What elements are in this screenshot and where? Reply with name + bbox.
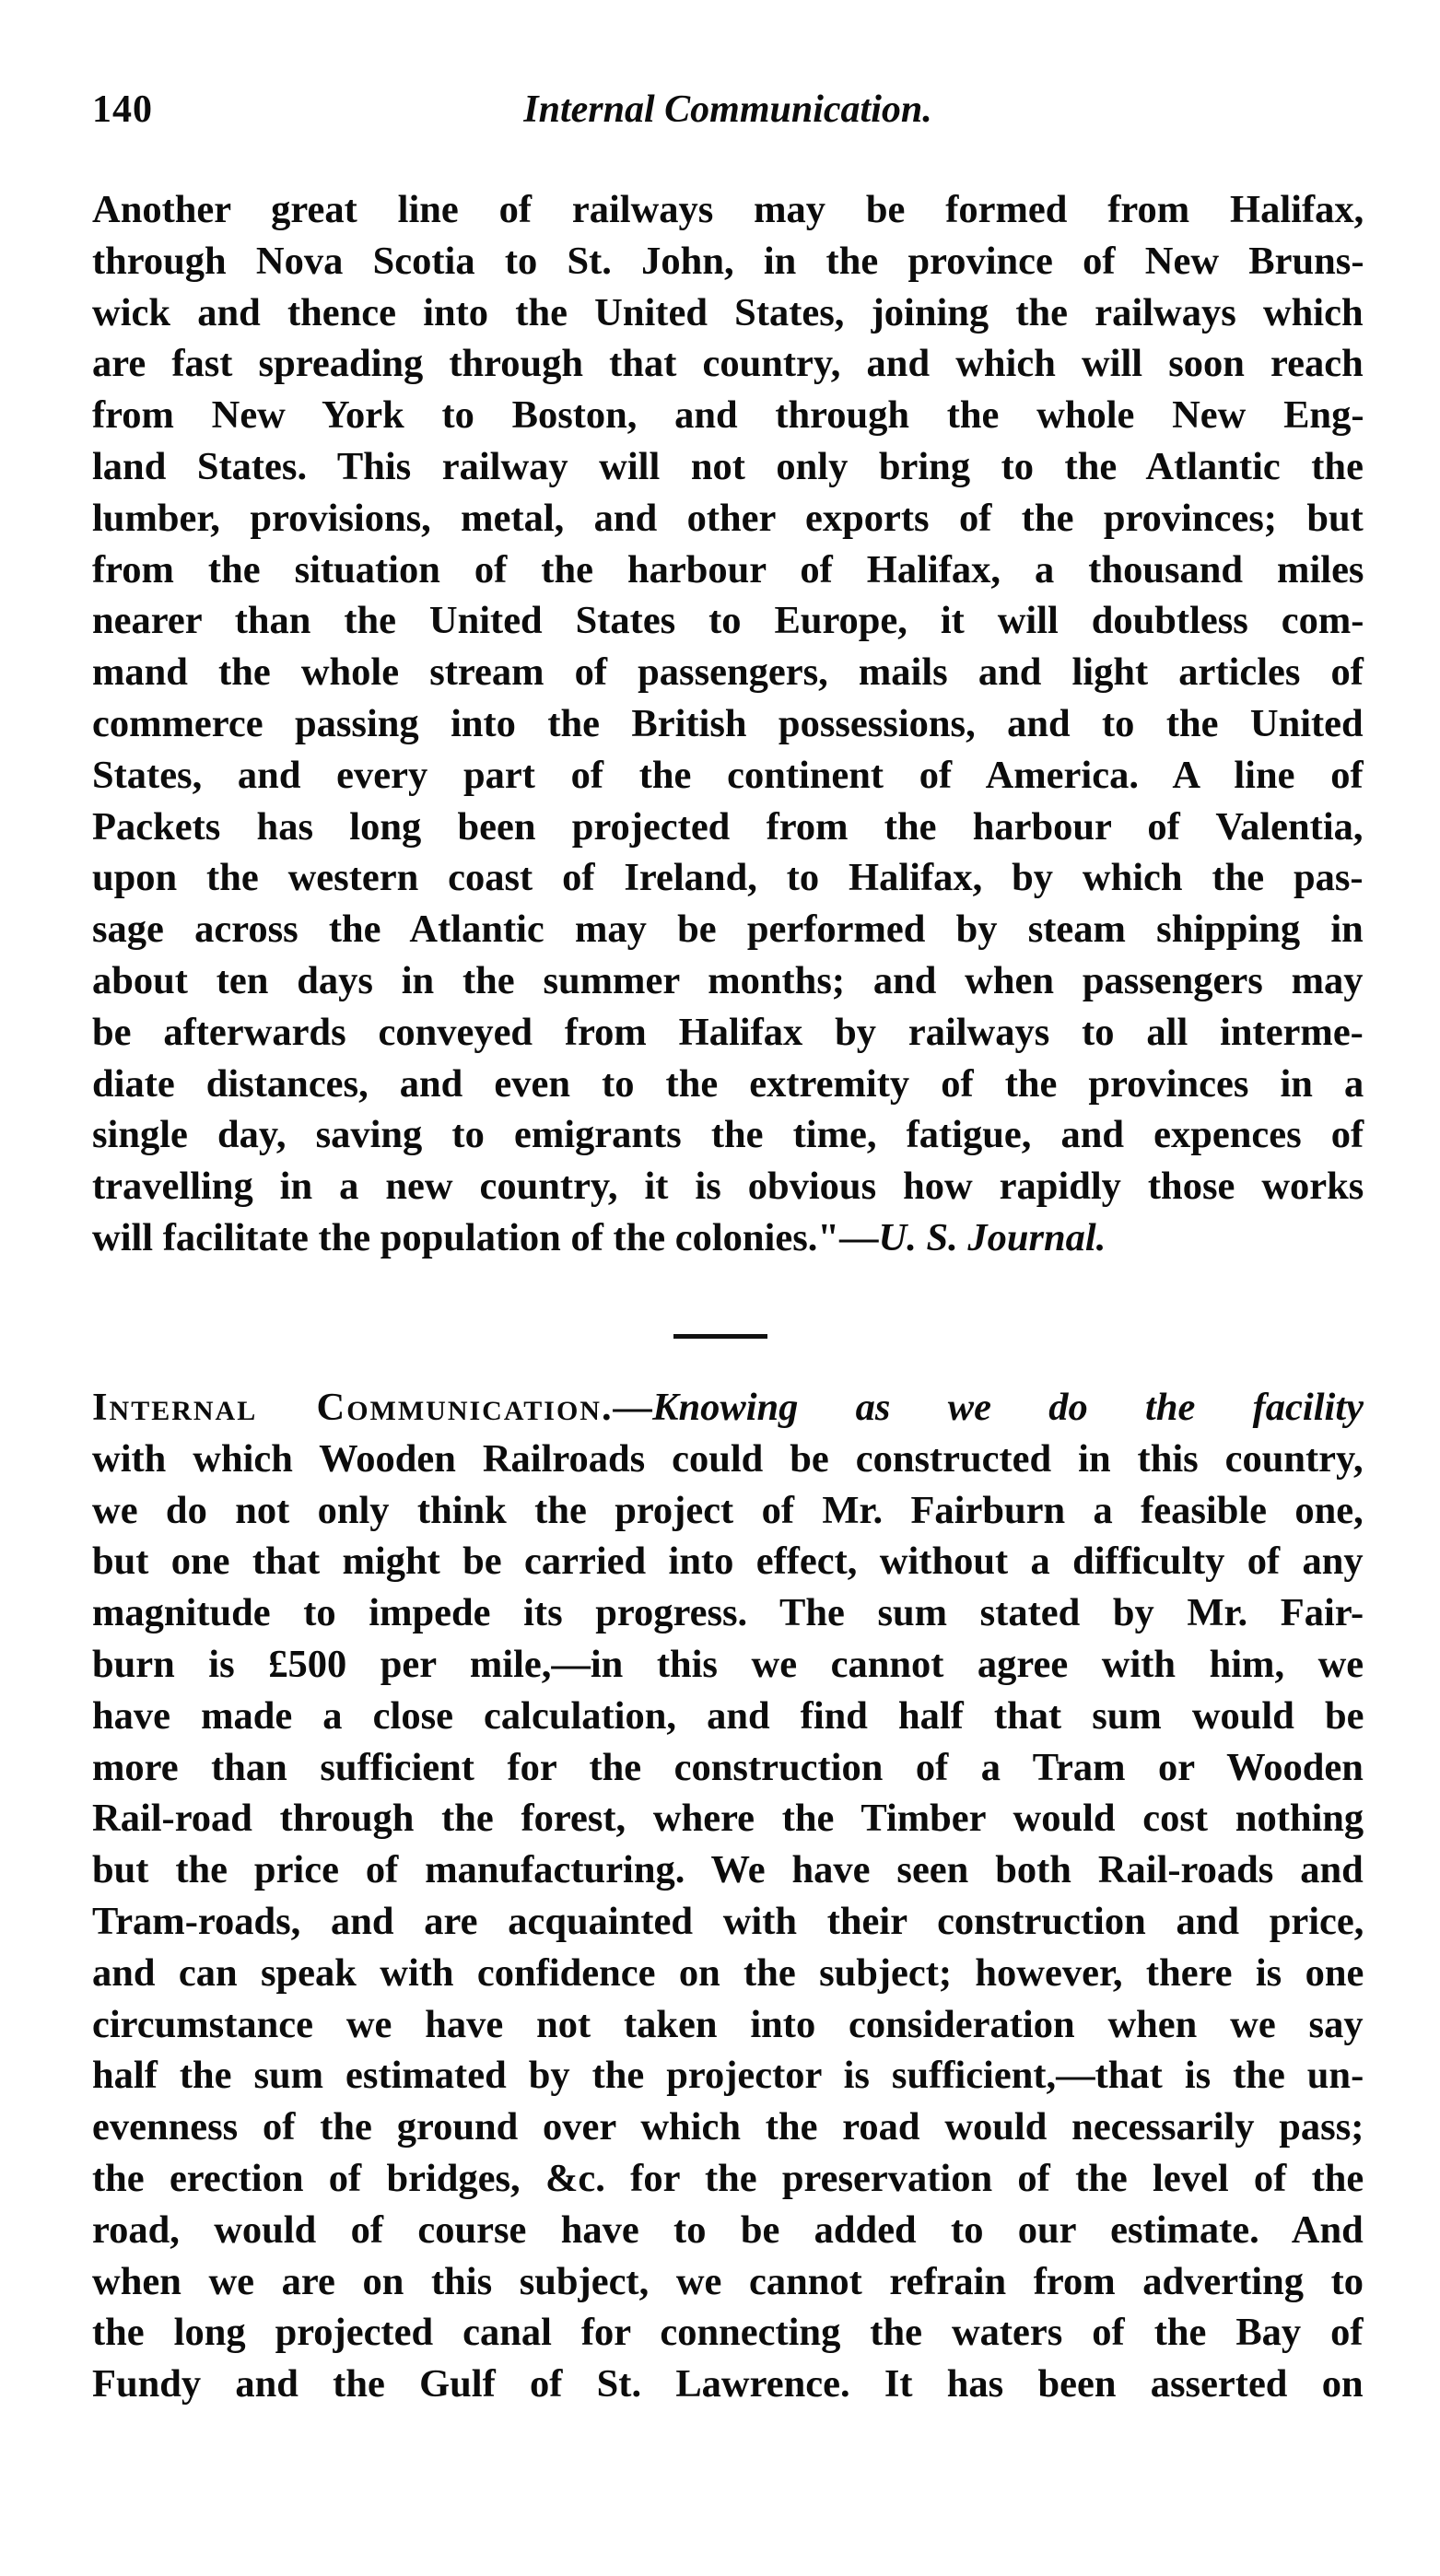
article-line: the erection of bridges, &c. for the preservation of the level of the xyxy=(92,2156,1364,2200)
article-line: Fundy and the Gulf of St. Lawrence. It has been asserted on xyxy=(92,2362,1364,2406)
article-line: upon the western coast of Ireland, to Halifax, by which the pas- xyxy=(92,856,1364,900)
article-line: are fast spreading through that country, and which will soon reach xyxy=(92,342,1364,386)
article-line: Packets has long been projected from the harbour of Valentia, xyxy=(92,804,1364,849)
article-line xyxy=(92,1382,1364,1434)
article-line: Tram-roads, and are acquainted with their construction and price, xyxy=(92,1899,1364,1943)
article-railways xyxy=(92,184,1364,1264)
article-line: with which Wooden Railroads could be constructed in this country, xyxy=(92,1436,1364,1481)
article-line: be afterwards conveyed from Halifax by railways to all interme- xyxy=(92,1010,1364,1054)
article-line: half the sum estimated by the projector is sufficient,—that is the un- xyxy=(92,2054,1364,2098)
article-line: travelling in a new country, it is obvious how rapidly those works xyxy=(92,1165,1364,1209)
article-line: evenness of the ground over which the road would necessarily pass; xyxy=(92,2105,1364,2149)
article-line: but one that might be carried into effect, without a difficulty of any xyxy=(92,1540,1364,1584)
article-line: through Nova Scotia to St. John, in the province of New Bruns- xyxy=(92,239,1364,283)
article-line: when we are on this subject, we cannot refrain from adverting to xyxy=(92,2259,1364,2303)
article-line: more than sufficient for the construction of a Tram or Wooden xyxy=(92,1745,1364,1789)
article-line: circumstance we have not taken into consideration when we say xyxy=(92,2002,1364,2046)
article-line: States, and every part of the continent of America. A line of xyxy=(92,753,1364,797)
article-line: wick and thence into the United States, joining the railways which xyxy=(92,290,1364,334)
source-citation: U. S. Journal. xyxy=(878,1215,1106,1259)
article-line: sage across the Atlantic may be performed by steam shipping in xyxy=(92,907,1364,952)
article-line: we do not only think the project of Mr. Fairburn a feasible one, xyxy=(92,1488,1364,1532)
page-header xyxy=(92,88,1364,152)
article-line: but the price of manufacturing. We have seen both Rail-roads and xyxy=(92,1848,1364,1892)
article-line: commerce passing into the British possessions, and to the United xyxy=(92,701,1364,745)
article-line: from New York to Boston, and through the whole New Eng- xyxy=(92,393,1364,438)
running-title: Internal Communication. xyxy=(523,88,932,131)
page-number: 140 xyxy=(92,88,153,131)
article-line: land States. This railway will not only bring to the Atlantic the xyxy=(92,444,1364,488)
article-line: mand the whole stream of passengers, mails and light articles of xyxy=(92,650,1364,695)
article-line: lumber, provisions, metal, and other exports of the provinces; but xyxy=(92,496,1364,540)
article-line: and can speak with confidence on the subject; however, there is one xyxy=(92,1950,1364,1995)
closing-text: will facilitate the population of the colonies."— xyxy=(92,1215,879,1259)
article-line: Another great line of railways may be formed from Halifax, xyxy=(92,188,1364,231)
article-internal-communication xyxy=(92,1382,1364,2410)
article-line: Rail-road through the forest, where the Timber would cost nothing xyxy=(92,1797,1364,1841)
section-heading: Internal Communication. xyxy=(92,1386,614,1429)
article-line xyxy=(92,1212,1364,1264)
article-line: nearer than the United States to Europe, it will doubtless com- xyxy=(92,599,1364,643)
article-line: single day, saving to emigrants the time, fatigue, and expences of xyxy=(92,1113,1364,1157)
article-line: magnitude to impede its progress. The sum stated by Mr. Fair- xyxy=(92,1591,1364,1635)
article-line: the long projected canal for connecting the waters of the Bay of xyxy=(92,2311,1364,2355)
article-line: burn is £500 per mile,—in this we cannot agree with him, we xyxy=(92,1642,1364,1686)
article-line: from the situation of the harbour of Halifax, a thousand miles xyxy=(92,547,1364,591)
section-separator xyxy=(673,1334,767,1339)
article-line: diate distances, and even to the extremity of the provinces in a xyxy=(92,1061,1364,1106)
heading-continuation: —Knowing as we do the facility xyxy=(613,1386,1364,1429)
article-line: road, would of course have to be added to our estimate. And xyxy=(92,2207,1364,2252)
article-line: about ten days in the summer months; and when passengers may xyxy=(92,958,1364,1002)
article-line: have made a close calculation, and find half that sum would be xyxy=(92,1693,1364,1738)
